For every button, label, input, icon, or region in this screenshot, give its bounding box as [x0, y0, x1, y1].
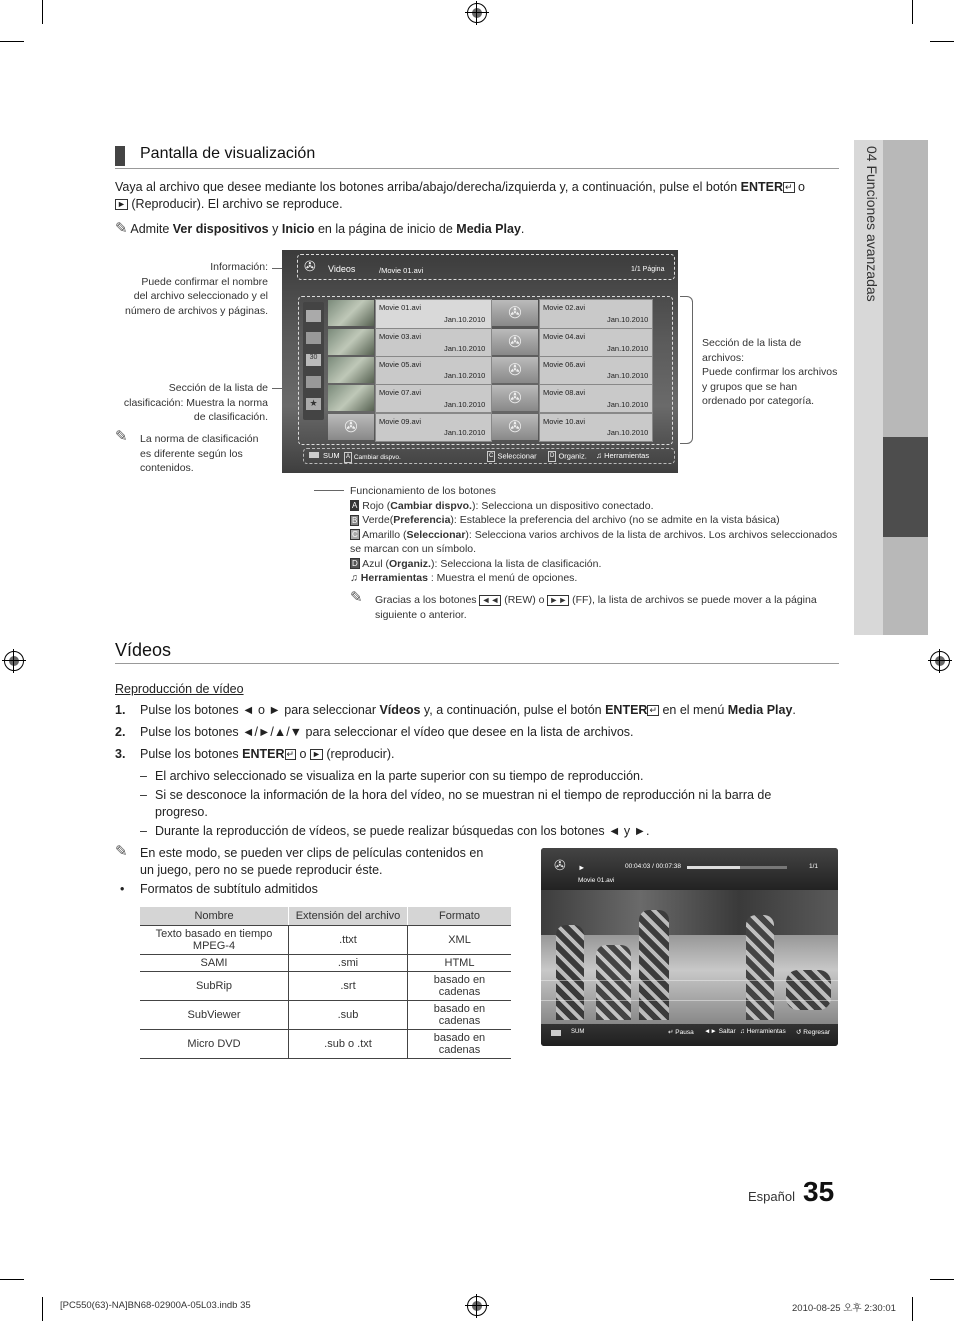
subtitle-formats-table	[140, 907, 511, 1059]
skip-button[interactable]: ◄► Saltar	[704, 1028, 736, 1035]
note-pencil-icon: ✎	[115, 220, 128, 237]
video-thumbnail	[328, 385, 374, 411]
change-device-button[interactable]: A Cambiar dispvo.	[346, 454, 401, 462]
movie-date: Jan.10.2010	[607, 315, 649, 324]
classification-list[interactable]	[303, 302, 324, 420]
divider	[115, 168, 839, 169]
intro-paragraph: Vaya al archivo que desee mediante los botones arriba/abajo/derecha/izquierda y, a continuación, pulse el botón ENTER ↵ o ► (Reproducir). El archivo se reproduce.	[115, 180, 806, 211]
blue-key-icon: D	[352, 559, 358, 569]
playback-file-name: Movie 01.avi	[578, 877, 615, 884]
file-counter: 1/1	[809, 863, 819, 870]
film-reel-icon: ✇	[304, 258, 316, 274]
step-1: 1. Pulse los botones ◄ o ► para seleccionar Vídeos y, a continuación, pulse el botón ENTER ↵ en el menú Media Play.	[115, 703, 796, 717]
film-reel-icon: ✇	[492, 414, 538, 440]
print-file-info: [PC550(63)-NA]BN68-02900A-05L03.indb 35	[60, 1300, 251, 1311]
column-header: Extensión del archivo	[289, 907, 408, 926]
movie-date: Jan.10.2010	[444, 428, 486, 437]
callout-classification-note: ✎ La norma de clasificación es diferente según los contenidos.	[115, 428, 259, 474]
play-state-icon: ►	[578, 863, 586, 872]
playback-time: 00:04:03 / 00:07:38	[625, 863, 682, 870]
heading-bar	[115, 146, 125, 166]
movie-date: Jan.10.2010	[444, 400, 486, 409]
red-key-icon: A	[352, 501, 358, 511]
folder-icon[interactable]	[306, 310, 321, 322]
movie-name: Movie 08.avi	[543, 388, 586, 397]
movie-name: Movie 05.avi	[379, 360, 422, 369]
registration-mark-icon	[467, 3, 487, 23]
play-icon: ►	[311, 749, 321, 760]
film-reel-icon: ✇	[492, 300, 538, 326]
movie-name: Movie 03.avi	[379, 332, 422, 341]
table-row: SubRip .srt basado en cadenas	[140, 972, 511, 1001]
film-reel-icon: ✇	[328, 414, 374, 440]
ff-icon: ►►	[549, 594, 568, 605]
subsection-title: Reproducción de vídeo	[115, 682, 244, 696]
section-title: Pantalla de visualización	[140, 145, 316, 162]
table-row: SubViewer .sub basado en cadenas	[140, 1001, 511, 1030]
rew-icon: ◄◄	[481, 594, 500, 605]
video-thumbnail	[328, 300, 374, 326]
callout-line	[314, 490, 344, 491]
mode-note: ✎ En este modo, se pueden ver clips de películas contenidos en un juego, pero no se puede reproducir éste.	[115, 843, 484, 877]
film-reel-icon: ✇	[492, 357, 538, 383]
note: ✎ Admite Ver dispositivos y Inicio en la página de inicio de Media Play.	[115, 220, 525, 237]
movie-date: Jan.10.2010	[607, 371, 649, 380]
callout-classification: Sección de la lista de clasificación: Muestra la norma de clasificación.	[123, 382, 268, 423]
tools-icon: ♫	[350, 572, 358, 584]
note-pencil-icon: ✎	[350, 589, 363, 606]
movie-name: Movie 02.avi	[543, 303, 586, 312]
registration-mark-icon	[930, 651, 950, 671]
progress-bar[interactable]	[687, 866, 787, 869]
note-pencil-icon: ✎	[115, 428, 128, 445]
device-icon	[551, 1030, 561, 1036]
detail-list: – El archivo seleccionado se visualiza en la parte superior con su tiempo de reproducción. – Si se desconoce la información de la hora del vídeo, no se muestran ni el tiempo de reproducción ni la barra de progreso. – Durante la reproducción de vídeos, se puede realizar búsquedas con los botones ◄ y ►.	[140, 769, 772, 838]
yellow-key-icon: C	[352, 530, 358, 540]
return-button[interactable]: ↺ Regresar	[796, 1029, 830, 1036]
chapter-tab-marker	[883, 140, 928, 437]
column-header: Nombre	[140, 907, 289, 926]
calendar-icon[interactable]	[306, 332, 321, 344]
movie-date: Jan.10.2010	[444, 371, 486, 380]
callout-info: Información: Puede confirmar el nombre del archivo seleccionado y el número de archivos y páginas.	[125, 261, 268, 317]
page-number: 35	[803, 1176, 835, 1207]
video-thumbnail	[328, 329, 374, 355]
crop-mark	[930, 41, 954, 42]
movie-date: Jan.10.2010	[607, 428, 649, 437]
pause-button[interactable]: ↵ Pausa	[668, 1029, 694, 1036]
divider	[115, 663, 839, 664]
movie-date: Jan.10.2010	[607, 344, 649, 353]
green-key-icon: B	[352, 515, 358, 525]
registration-mark-icon	[4, 651, 24, 671]
clock-icon[interactable]	[306, 376, 321, 388]
crop-mark	[42, 1297, 43, 1321]
chapter-tab-marker	[883, 537, 928, 635]
page-counter: 1/1 Página	[631, 266, 665, 273]
chapter-label: 04 Funciones avanzadas	[864, 146, 880, 302]
crop-mark	[0, 41, 24, 42]
device-name: SUM	[571, 1029, 585, 1035]
movie-name: Movie 10.avi	[543, 417, 586, 426]
return-icon: ↺	[796, 1029, 802, 1036]
movie-name: Movie 01.avi	[379, 303, 422, 312]
organize-button[interactable]: D Organiz.	[550, 451, 587, 461]
crop-mark	[912, 1297, 913, 1321]
column-header: Formato	[408, 907, 512, 926]
table-row: Micro DVD .sub o .txt basado en cadenas	[140, 1030, 511, 1059]
table-row: Texto basado en tiempo MPEG-4 .ttxt XML	[140, 926, 511, 955]
star-icon[interactable]: ★	[306, 398, 321, 410]
button-descriptions: Funcionamiento de los botones A Rojo (Cambiar dispvo.): Selecciona un dispositivo conectado. B Verde(Preferencia): Establece la preferencia del archivo (no se admite en la vista básica) C Amarillo (Seleccionar): Selecciona varios archivos de la lista de archivos. Los archivos seleccionados se marcan con un símbolo. D Azul (Organiz.): Selecciona la lista de clasificación. ♫ Herramientas : Muestra el menú de opciones.	[350, 485, 838, 584]
movie-name: Movie 09.avi	[379, 417, 422, 426]
registration-mark-icon	[467, 1296, 487, 1316]
callout-bracket	[680, 296, 693, 444]
progress-fill	[687, 866, 740, 869]
device-icon	[309, 452, 319, 458]
movie-name: Movie 06.avi	[543, 360, 586, 369]
step-3: 3. Pulse los botones ENTER ↵ o ► (reproducir).	[115, 747, 395, 761]
film-reel-icon: ✇	[492, 385, 538, 411]
film-reel-icon: ✇	[554, 857, 566, 873]
video-frame	[541, 890, 838, 1024]
crop-mark	[912, 0, 913, 24]
movie-date: Jan.10.2010	[444, 315, 486, 324]
button-note: ✎ Gracias a los botones ◄◄ (REW) o ►► (FF), la lista de archivos se puede mover a la página siguiente o anterior.	[350, 589, 817, 621]
crop-mark	[42, 0, 43, 24]
note-pencil-icon: ✎	[115, 843, 128, 860]
crop-mark	[930, 1279, 954, 1280]
table-row: SAMI .smi HTML	[140, 955, 511, 972]
crop-mark	[0, 1279, 24, 1280]
subtitle-formats-bullet: • Formatos de subtítulo admitidos	[120, 882, 318, 896]
chapter-tab-active	[883, 437, 928, 537]
callout-file-list: Sección de la lista de archivos: Puede confirmar los archivos y grupos que se han ordenado por categoría.	[702, 337, 838, 407]
step-2: 2. Pulse los botones ◄/►/▲/▼ para seleccionar el vídeo que desee en la lista de archivos.	[115, 725, 634, 739]
select-button[interactable]: C Seleccionar	[489, 451, 537, 461]
print-date: 2010-08-25 오후 2:30:01	[792, 1303, 896, 1314]
movie-date: Jan.10.2010	[444, 344, 486, 353]
table-header	[140, 907, 511, 926]
tools-button[interactable]: ♫ Herramientas	[596, 451, 650, 460]
category-label: Videos	[328, 264, 356, 274]
video-thumbnail	[328, 357, 374, 383]
section-title: Vídeos	[115, 640, 172, 660]
movie-name: Movie 07.avi	[379, 388, 422, 397]
file-path: /Movie 01.avi	[379, 266, 424, 275]
rating-icon[interactable]: 30	[306, 354, 321, 366]
play-icon: ►	[117, 199, 126, 210]
media-play-screen	[282, 250, 678, 473]
device-name: SUM	[323, 451, 340, 460]
tools-button[interactable]: ♫ Herramientas	[740, 1028, 786, 1035]
video-playback-screen	[541, 848, 838, 1046]
movie-name: Movie 04.avi	[543, 332, 586, 341]
movie-date: Jan.10.2010	[607, 400, 649, 409]
footer-language: Español	[748, 1189, 795, 1204]
film-reel-icon: ✇	[492, 329, 538, 355]
